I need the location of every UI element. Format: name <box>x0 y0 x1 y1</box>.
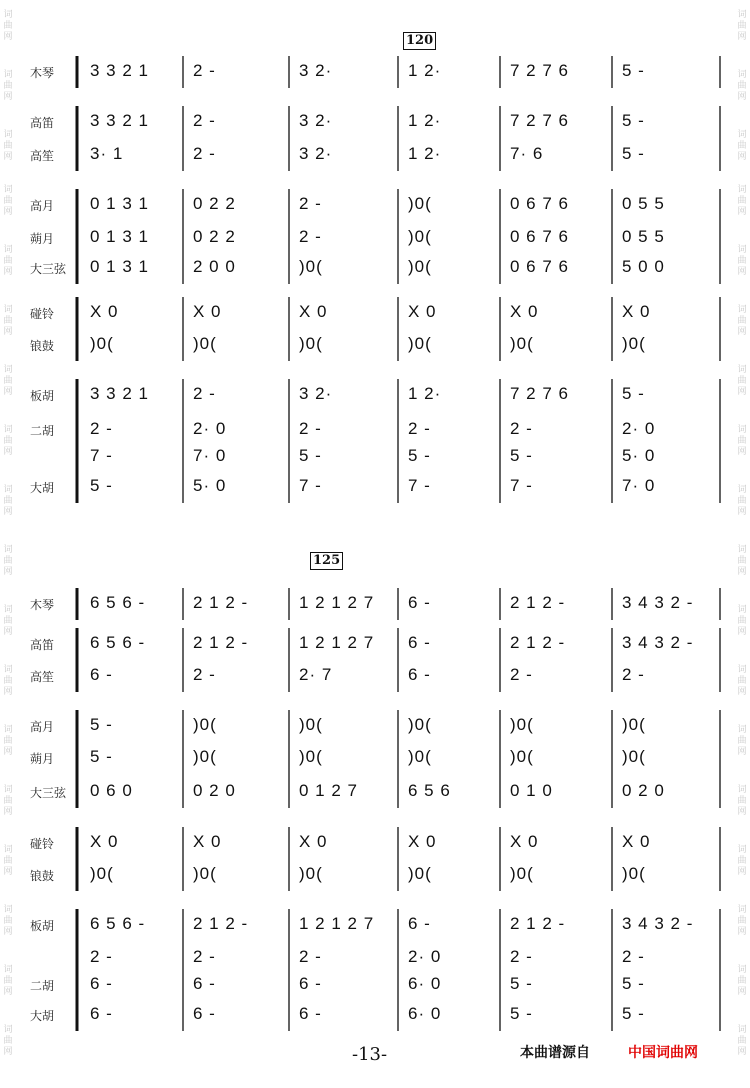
watermark: 词 曲 网 <box>737 425 747 457</box>
instrument-label: 蒴月 <box>30 232 55 246</box>
watermark: 词 曲 网 <box>3 365 13 397</box>
note-cell: 7 2 7 6 <box>510 111 569 130</box>
note-cell: 6 - <box>408 665 431 684</box>
watermark: 词 曲 网 <box>3 905 13 937</box>
note-cell: 2 1 2 - <box>510 633 566 652</box>
note-cell: 2 1 2 - <box>193 633 249 652</box>
note-cell: )0( <box>299 747 323 766</box>
note-cell: 7 2 7 6 <box>510 384 569 403</box>
watermark: 词 曲 网 <box>737 1025 747 1057</box>
instrument-label: 高笙 <box>30 149 55 163</box>
note-cell: )0( <box>408 257 432 276</box>
note-cell: 6 - <box>193 974 216 993</box>
note-cell: 3 4 3 2 - <box>622 593 694 612</box>
note-cell: )0( <box>90 864 114 883</box>
note-cell: )0( <box>90 334 114 353</box>
note-cell: )0( <box>299 864 323 883</box>
instrument-label: 高月 <box>30 720 55 734</box>
watermark: 词 曲 网 <box>3 725 13 757</box>
note-cell: )0( <box>622 747 646 766</box>
note-cell: 2 1 2 - <box>510 593 566 612</box>
instrument-label: 碰铃 <box>30 837 55 851</box>
note-cell: 2 - <box>510 947 533 966</box>
note-cell: )0( <box>408 194 432 213</box>
note-cell: 5· 0 <box>622 446 656 465</box>
note-cell: 6 - <box>408 914 431 933</box>
instrument-label: 板胡 <box>30 389 55 403</box>
instrument-label: 大胡 <box>30 1009 55 1023</box>
note-cell: 3 2· <box>299 111 333 130</box>
note-cell: 0 6 7 6 <box>510 257 569 276</box>
note-cell: )0( <box>510 747 534 766</box>
note-cell: 2 - <box>193 384 216 403</box>
note-cell: 5 - <box>299 446 322 465</box>
note-cell: 1 2· <box>408 144 442 163</box>
note-cell: 2 - <box>299 194 322 213</box>
note-cell: X 0 <box>408 832 437 851</box>
note-cell: 3 3 2 1 <box>90 111 149 130</box>
note-cell: 2 - <box>299 227 322 246</box>
instrument-label: 大胡 <box>30 481 55 495</box>
note-cell: 7· 6 <box>510 144 544 163</box>
note-cell: 0 2 2 <box>193 227 236 246</box>
note-cell: 0 1 3 1 <box>90 227 149 246</box>
watermark: 词 曲 网 <box>737 905 747 937</box>
note-cell: 5 - <box>622 384 645 403</box>
note-cell: 3 2· <box>299 144 333 163</box>
note-cell: 3 3 2 1 <box>90 384 149 403</box>
note-cell: )0( <box>622 864 646 883</box>
note-cell: 5 - <box>90 476 113 495</box>
note-cell: 5 - <box>90 747 113 766</box>
watermark: 词 曲 网 <box>3 130 13 162</box>
watermark: 词 曲 网 <box>3 425 13 457</box>
instrument-label: 木琴 <box>30 598 55 612</box>
watermark: 词 曲 网 <box>737 485 747 517</box>
page-number: -13- <box>352 1044 388 1065</box>
note-cell: )0( <box>299 334 323 353</box>
rehearsal-mark: 120 <box>403 32 436 50</box>
instrument-label: 锒鼓 <box>30 339 55 353</box>
watermark: 词 曲 网 <box>737 70 747 102</box>
note-cell: 0 2 0 <box>622 781 665 800</box>
note-cell: 0 2 0 <box>193 781 236 800</box>
note-cell: )0( <box>193 864 217 883</box>
note-cell: 0 2 2 <box>193 194 236 213</box>
note-cell: 6 - <box>299 974 322 993</box>
note-cell: 5 - <box>622 1004 645 1023</box>
note-cell: 6 - <box>90 974 113 993</box>
note-cell: 7 - <box>408 476 431 495</box>
note-cell: 2 - <box>193 111 216 130</box>
note-cell: 6 - <box>299 1004 322 1023</box>
note-cell: 2 - <box>193 947 216 966</box>
note-cell: 5 - <box>510 974 533 993</box>
note-cell: X 0 <box>299 302 328 321</box>
note-cell: 1 2· <box>408 384 442 403</box>
rehearsal-mark: 125 <box>310 552 343 570</box>
source-site: 中国词曲网 <box>628 1045 698 1061</box>
note-cell: 2 - <box>622 665 645 684</box>
watermark: 词 曲 网 <box>3 605 13 637</box>
watermark: 词 曲 网 <box>3 965 13 997</box>
note-cell: )0( <box>408 715 432 734</box>
watermark: 词 曲 网 <box>737 605 747 637</box>
note-cell: 7 2 7 6 <box>510 61 569 80</box>
note-cell: X 0 <box>193 302 222 321</box>
watermark: 词 曲 网 <box>737 785 747 817</box>
instrument-label: 板胡 <box>30 919 55 933</box>
source-prefix: 本曲谱源自 <box>520 1045 590 1061</box>
instrument-label: 大三弦 <box>30 262 67 276</box>
note-cell: 5 - <box>408 446 431 465</box>
note-cell: 6 5 6 <box>408 781 451 800</box>
note-cell: 7· 0 <box>193 446 227 465</box>
note-cell: 0 1 0 <box>510 781 553 800</box>
instrument-label: 高月 <box>30 199 55 213</box>
note-cell: 0 1 3 1 <box>90 257 149 276</box>
note-cell: 2 1 2 - <box>510 914 566 933</box>
note-cell: 1 2 1 2 7 <box>299 914 375 933</box>
note-cell: 5 0 0 <box>622 257 665 276</box>
note-cell: 0 5 5 <box>622 194 665 213</box>
note-cell: 1 2· <box>408 61 442 80</box>
watermark: 词 曲 网 <box>3 1025 13 1057</box>
note-cell: X 0 <box>622 302 651 321</box>
note-cell: X 0 <box>622 832 651 851</box>
note-cell: 3 2· <box>299 384 333 403</box>
watermark: 词 曲 网 <box>737 305 747 337</box>
note-cell: 2 - <box>299 947 322 966</box>
instrument-label: 木琴 <box>30 66 55 80</box>
note-cell: 2 - <box>408 419 431 438</box>
note-cell: )0( <box>510 715 534 734</box>
note-cell: 2· 0 <box>622 419 656 438</box>
instrument-label: 二胡 <box>30 424 55 438</box>
note-cell: 2 - <box>193 665 216 684</box>
note-cell: 0 1 2 7 <box>299 781 358 800</box>
watermark: 词 曲 网 <box>3 245 13 277</box>
watermark: 词 曲 网 <box>737 130 747 162</box>
instrument-label: 大三弦 <box>30 786 67 800</box>
instrument-label: 二胡 <box>30 979 55 993</box>
note-cell: )0( <box>193 715 217 734</box>
note-cell: 5· 0 <box>193 476 227 495</box>
watermark: 词 曲 网 <box>3 785 13 817</box>
note-cell: 6· 0 <box>408 974 442 993</box>
watermark: 词 曲 网 <box>3 845 13 877</box>
watermark: 词 曲 网 <box>737 365 747 397</box>
note-cell: 7 - <box>510 476 533 495</box>
note-cell: )0( <box>408 227 432 246</box>
note-cell: 5 - <box>90 715 113 734</box>
note-cell: 2 - <box>193 144 216 163</box>
note-cell: 5 - <box>510 1004 533 1023</box>
note-cell: 2 - <box>90 419 113 438</box>
note-cell: )0( <box>510 334 534 353</box>
instrument-label: 锒鼓 <box>30 869 55 883</box>
instrument-label: 高笛 <box>30 116 55 130</box>
note-cell: )0( <box>299 257 323 276</box>
note-cell: 2 1 2 - <box>193 593 249 612</box>
instrument-label: 碰铃 <box>30 307 55 321</box>
watermark: 词 曲 网 <box>3 305 13 337</box>
note-cell: 2 - <box>622 947 645 966</box>
watermark: 词 曲 网 <box>737 185 747 217</box>
instrument-label: 高笙 <box>30 670 55 684</box>
note-cell: X 0 <box>193 832 222 851</box>
note-cell: 5 - <box>622 111 645 130</box>
watermark: 词 曲 网 <box>3 70 13 102</box>
note-cell: X 0 <box>510 832 539 851</box>
note-cell: 6 - <box>408 593 431 612</box>
note-cell: 1 2· <box>408 111 442 130</box>
watermark: 词 曲 网 <box>3 10 13 42</box>
note-cell: )0( <box>193 747 217 766</box>
note-cell: )0( <box>408 864 432 883</box>
note-cell: 6 - <box>408 633 431 652</box>
note-cell: X 0 <box>90 302 119 321</box>
note-cell: 5 - <box>622 144 645 163</box>
note-cell: 3 3 2 1 <box>90 61 149 80</box>
note-cell: 3· 1 <box>90 144 124 163</box>
note-cell: 0 5 5 <box>622 227 665 246</box>
note-cell: X 0 <box>510 302 539 321</box>
watermark: 词 曲 网 <box>737 845 747 877</box>
note-cell: X 0 <box>408 302 437 321</box>
watermark: 词 曲 网 <box>3 665 13 697</box>
note-cell: 0 1 3 1 <box>90 194 149 213</box>
note-cell: 7 - <box>90 446 113 465</box>
watermark: 词 曲 网 <box>737 245 747 277</box>
note-cell: 5 - <box>622 974 645 993</box>
watermark: 词 曲 网 <box>737 10 747 42</box>
watermark: 词 曲 网 <box>3 485 13 517</box>
watermark: 词 曲 网 <box>737 545 747 577</box>
note-cell: 6 5 6 - <box>90 593 146 612</box>
note-cell: 0 6 7 6 <box>510 194 569 213</box>
note-cell: 2 - <box>510 419 533 438</box>
note-cell: 5 - <box>510 446 533 465</box>
instrument-label: 高笛 <box>30 638 55 652</box>
note-cell: 6 - <box>90 1004 113 1023</box>
instrument-label: 蒴月 <box>30 752 55 766</box>
note-cell: 5 - <box>622 61 645 80</box>
note-cell: 2· 0 <box>408 947 442 966</box>
note-cell: 2· 7 <box>299 665 333 684</box>
note-cell: 3 4 3 2 - <box>622 914 694 933</box>
note-cell: 6 - <box>90 665 113 684</box>
note-cell: )0( <box>622 715 646 734</box>
note-cell: )0( <box>408 747 432 766</box>
note-cell: 7 - <box>299 476 322 495</box>
note-cell: 6 5 6 - <box>90 633 146 652</box>
watermark: 词 曲 网 <box>737 665 747 697</box>
watermark: 词 曲 网 <box>3 185 13 217</box>
note-cell: 6 5 6 - <box>90 914 146 933</box>
note-cell: 7· 0 <box>622 476 656 495</box>
watermark: 词 曲 网 <box>3 545 13 577</box>
watermark: 词 曲 网 <box>737 725 747 757</box>
note-cell: 2· 0 <box>193 419 227 438</box>
note-cell: 1 2 1 2 7 <box>299 593 375 612</box>
note-cell: 1 2 1 2 7 <box>299 633 375 652</box>
note-cell: 2 0 0 <box>193 257 236 276</box>
note-cell: 2 1 2 - <box>193 914 249 933</box>
note-cell: 6 - <box>193 1004 216 1023</box>
note-cell: 2 - <box>299 419 322 438</box>
note-cell: )0( <box>510 864 534 883</box>
note-cell: 6· 0 <box>408 1004 442 1023</box>
note-cell: 3 4 3 2 - <box>622 633 694 652</box>
note-cell: )0( <box>299 715 323 734</box>
note-cell: 2 - <box>193 61 216 80</box>
note-cell: )0( <box>193 334 217 353</box>
watermark: 词 曲 网 <box>737 965 747 997</box>
note-cell: 2 - <box>510 665 533 684</box>
note-cell: 0 6 0 <box>90 781 133 800</box>
note-cell: )0( <box>622 334 646 353</box>
note-cell: 0 6 7 6 <box>510 227 569 246</box>
note-cell: 3 2· <box>299 61 333 80</box>
note-cell: 2 - <box>90 947 113 966</box>
note-cell: X 0 <box>299 832 328 851</box>
note-cell: )0( <box>408 334 432 353</box>
note-cell: X 0 <box>90 832 119 851</box>
